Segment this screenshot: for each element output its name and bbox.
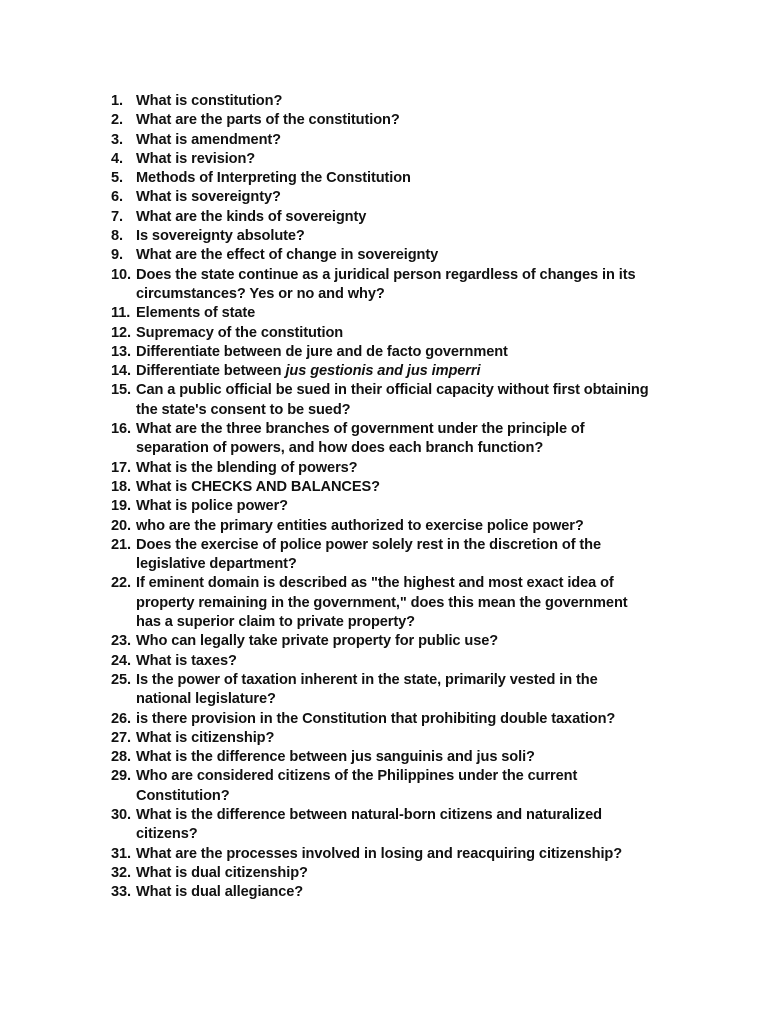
question-number: 3. <box>111 131 123 148</box>
question-text <box>136 131 691 150</box>
question-line: What is revision? <box>136 150 256 167</box>
question-line: Who can legally take private property for public use? <box>136 633 499 650</box>
question-line: What is the difference between natural-born citizens and naturalized <box>136 806 602 823</box>
question-number: 26. <box>111 710 131 727</box>
question-line-italic: jus gestionis and jus imperri <box>285 363 481 380</box>
question-number: 7. <box>111 208 123 225</box>
question-item <box>111 227 691 246</box>
question-number: 14. <box>111 363 131 380</box>
question-line: the state's consent to be sued? <box>136 401 351 418</box>
question-number: 29. <box>111 768 131 785</box>
question-number: 2. <box>111 112 123 129</box>
question-line: who are the primary entities authorized to exercise police power? <box>136 517 584 534</box>
question-item <box>111 729 691 748</box>
question-item <box>111 304 691 323</box>
question-item <box>111 497 691 516</box>
question-text <box>136 729 691 748</box>
question-line: Constitution? <box>136 787 230 804</box>
question-number: 19. <box>111 498 131 515</box>
question-line: separation of powers, and how does each branch function? <box>136 440 544 457</box>
question-item <box>111 478 691 497</box>
question-item <box>111 188 691 207</box>
question-number: 16. <box>111 421 131 438</box>
question-number: 32. <box>111 864 131 881</box>
question-item <box>111 208 691 227</box>
question-line: Methods of Interpreting the Constitution <box>136 170 411 187</box>
question-line: Does the state continue as a juridical person regardless of changes in its <box>136 266 636 283</box>
question-item <box>111 883 691 902</box>
question-item <box>111 517 691 536</box>
question-text <box>136 381 691 420</box>
question-line: What is police power? <box>136 498 288 515</box>
question-line: Does the exercise of police power solely rest in the discretion of the <box>136 536 601 553</box>
question-line: What are the parts of the constitution? <box>136 112 400 129</box>
question-line: Differentiate between de jure and de facto government <box>136 343 508 360</box>
question-line: Can a public official be sued in their official capacity without first obtaining <box>136 382 649 399</box>
question-number: 25. <box>111 671 131 688</box>
question-item <box>111 111 691 130</box>
question-number: 23. <box>111 633 131 650</box>
question-number: 4. <box>111 150 123 167</box>
question-number: 24. <box>111 652 131 669</box>
question-item <box>111 671 691 710</box>
question-item <box>111 420 691 459</box>
question-line: What are the effect of change in sovereignty <box>136 247 439 264</box>
question-text <box>136 574 691 632</box>
question-text <box>136 652 691 671</box>
question-text <box>136 710 691 729</box>
question-number: 6. <box>111 189 123 206</box>
question-text <box>136 227 691 246</box>
question-list <box>111 92 691 902</box>
question-line: legislative department? <box>136 556 297 573</box>
question-line: What is dual allegiance? <box>136 884 304 901</box>
question-text <box>136 536 691 575</box>
question-number: 27. <box>111 729 131 746</box>
question-text <box>136 150 691 169</box>
question-line: Is sovereignty absolute? <box>136 228 305 245</box>
question-line: citizens? <box>136 826 198 843</box>
question-text <box>136 767 691 806</box>
question-line: What is the blending of powers? <box>136 459 358 476</box>
question-number: 8. <box>111 228 123 245</box>
question-text <box>136 92 691 111</box>
question-line: If eminent domain is described as "the highest and most exact idea of <box>136 575 614 592</box>
question-item <box>111 246 691 265</box>
question-number: 13. <box>111 343 131 360</box>
question-text <box>136 266 691 305</box>
question-line: What is CHECKS AND BALANCES? <box>136 478 380 495</box>
question-text <box>136 304 691 323</box>
question-line: What is dual citizenship? <box>136 864 308 881</box>
question-text <box>136 420 691 459</box>
question-item <box>111 131 691 150</box>
question-item <box>111 536 691 575</box>
question-number: 5. <box>111 170 123 187</box>
question-text <box>136 632 691 651</box>
question-item <box>111 169 691 188</box>
question-text <box>136 748 691 767</box>
question-item <box>111 362 691 381</box>
question-line <box>136 362 691 381</box>
question-line: is there provision in the Constitution that prohibiting double taxation? <box>136 710 616 727</box>
question-item <box>111 767 691 806</box>
question-line: What is amendment? <box>136 131 281 148</box>
question-line: What are the kinds of sovereignty <box>136 208 367 225</box>
question-text <box>136 845 691 864</box>
question-item <box>111 92 691 111</box>
question-line: What is constitution? <box>136 93 283 109</box>
question-number: 11. <box>111 305 131 322</box>
question-item <box>111 574 691 632</box>
question-number: 22. <box>111 575 131 592</box>
question-number: 9. <box>111 247 123 264</box>
question-text <box>136 111 691 130</box>
question-item <box>111 652 691 671</box>
question-text <box>136 362 691 381</box>
question-line: circumstances? Yes or no and why? <box>136 285 385 302</box>
question-number: 18. <box>111 478 131 495</box>
question-line-regular: Differentiate between <box>136 363 286 380</box>
question-line: Who are considered citizens of the Philippines under the current <box>136 768 578 785</box>
question-line: What is citizenship? <box>136 729 275 746</box>
question-item <box>111 806 691 845</box>
question-text <box>136 169 691 188</box>
question-item <box>111 845 691 864</box>
question-item <box>111 381 691 420</box>
question-number: 17. <box>111 459 131 476</box>
question-line: Is the power of taxation inherent in the state, primarily vested in the <box>136 671 598 688</box>
question-item <box>111 459 691 478</box>
question-text <box>136 324 691 343</box>
question-number: 28. <box>111 749 131 766</box>
question-text <box>136 246 691 265</box>
question-text <box>136 883 691 902</box>
question-number: 12. <box>111 324 131 341</box>
question-item <box>111 748 691 767</box>
question-item <box>111 324 691 343</box>
question-text <box>136 459 691 478</box>
question-text <box>136 343 691 362</box>
question-text <box>136 864 691 883</box>
question-line: has a superior claim to private property? <box>136 614 415 631</box>
question-line: What is the difference between jus sanguinis and jus soli? <box>136 749 535 766</box>
question-item <box>111 266 691 305</box>
question-number: 10. <box>111 266 131 283</box>
question-item <box>111 864 691 883</box>
question-line: What is sovereignty? <box>136 189 281 206</box>
question-line: Elements of state <box>136 305 256 322</box>
question-item <box>111 632 691 651</box>
question-text <box>136 806 691 845</box>
question-text <box>136 517 691 536</box>
question-line: What are the processes involved in losing and reacquiring citizenship? <box>136 845 623 862</box>
question-item <box>111 343 691 362</box>
question-item <box>111 710 691 729</box>
question-text <box>136 478 691 497</box>
question-item <box>111 150 691 169</box>
question-number: 30. <box>111 806 131 823</box>
question-number: 20. <box>111 517 131 534</box>
question-number: 15. <box>111 382 131 399</box>
question-line: property remaining in the government," does this mean the government <box>136 594 628 611</box>
question-text <box>136 497 691 516</box>
question-line: What are the three branches of government under the principle of <box>136 421 585 438</box>
question-text <box>136 671 691 710</box>
question-line: national legislature? <box>136 691 276 708</box>
question-number: 31. <box>111 845 131 862</box>
question-number: 33. <box>111 884 131 901</box>
question-text <box>136 188 691 207</box>
question-line: Supremacy of the constitution <box>136 324 344 341</box>
question-number: 1. <box>111 93 123 109</box>
question-number: 21. <box>111 536 131 553</box>
question-line: What is taxes? <box>136 652 237 669</box>
question-text <box>136 208 691 227</box>
